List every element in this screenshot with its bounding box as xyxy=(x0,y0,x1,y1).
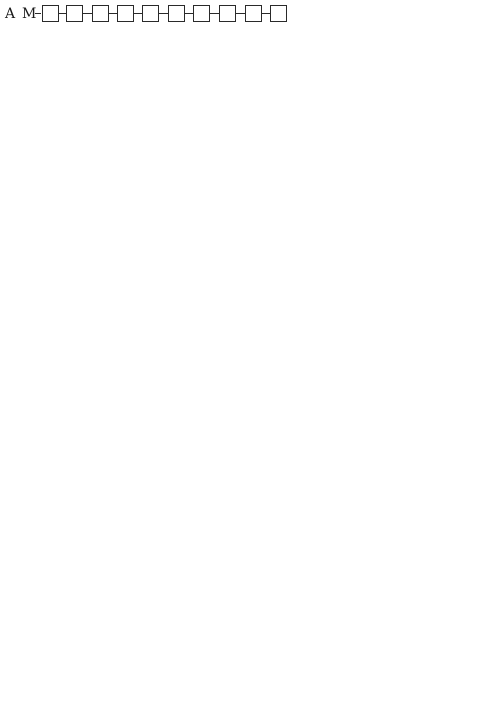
code-box xyxy=(270,5,287,22)
code-box xyxy=(42,5,59,22)
box-dash xyxy=(185,13,193,14)
code-box xyxy=(193,5,210,22)
header-letter-a: A xyxy=(5,6,16,22)
code-box xyxy=(219,5,236,22)
code-box xyxy=(92,5,109,22)
header-letter-m: M xyxy=(22,6,37,22)
box-dash xyxy=(159,13,168,14)
box-dash xyxy=(210,13,219,14)
box-dash xyxy=(83,13,92,14)
code-box xyxy=(245,5,262,22)
box-dash xyxy=(59,13,66,14)
code-box xyxy=(142,5,159,22)
box-dash xyxy=(262,13,270,14)
code-box xyxy=(168,5,185,22)
box-dash xyxy=(236,13,245,14)
header-dash xyxy=(35,13,41,14)
code-box xyxy=(66,5,83,22)
code-box xyxy=(117,5,134,22)
box-dash xyxy=(134,13,142,14)
box-dash xyxy=(109,13,117,14)
